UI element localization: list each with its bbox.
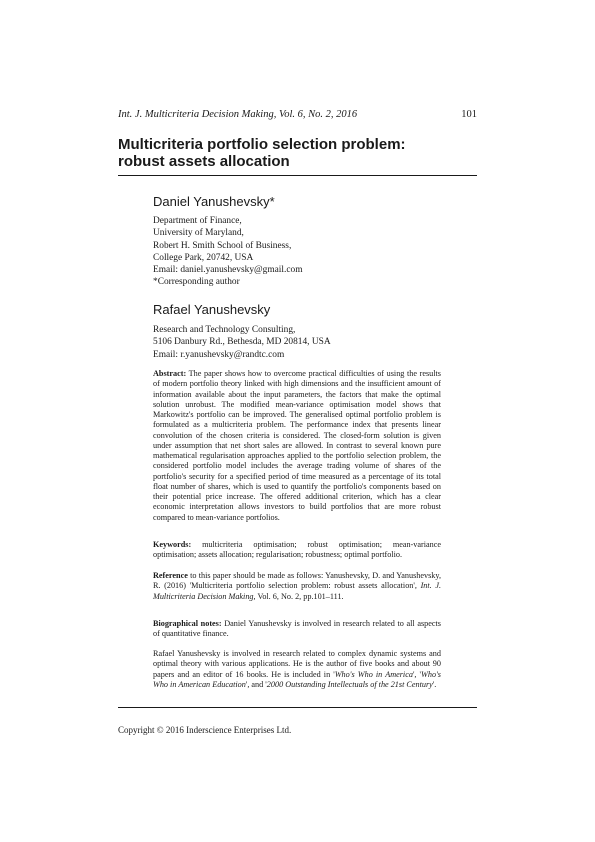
author-affiliation-2 xyxy=(153,324,331,361)
reference xyxy=(153,571,441,602)
reference-volume: , Vol. 6, No. 2, pp.101–111. xyxy=(253,591,344,601)
bio2-end: '. xyxy=(432,679,437,689)
affiliation-line: Research and Technology Consulting, xyxy=(153,325,296,335)
keywords-label: Keywords: xyxy=(153,540,192,549)
reference-label: Reference xyxy=(153,571,188,580)
corresponding-author-note: *Corresponding author xyxy=(153,277,240,288)
biographical-notes-2 xyxy=(153,649,441,690)
author-email: Email: daniel.yanushevsky@gmail.com xyxy=(153,265,303,276)
author-affiliation-1 xyxy=(153,215,303,289)
journal-citation: Int. J. Multicriteria Decision Making, Vol. 6, No. 2, 2016 xyxy=(118,109,358,120)
bio-text: Daniel Yanushevsky is involved in research related to all aspects of quantitative finance. xyxy=(153,619,441,639)
abstract-label: Abstract: xyxy=(153,369,187,378)
affiliation-line: College Park, 20742, USA xyxy=(153,252,254,263)
bio2-separator: ', ' xyxy=(412,669,422,679)
abstract-text: The paper shows how to overcome practical difficulties of using the results of modern portfolio theory linked with high dimensions and the insufficient amount of information available about the input parameters, the factors that make the optimal solution unrobust. The modified mean-variance optimisation model shows that Markowitz's portfolio can be improved. The generalised optimal portfolio problem is formulated as a multicriteria problem. The performance index that presents linear convolution of the chosen criteria is considered. The closed-form solution is given under assumption that net short sales are allowed. In contrast to several known pure mathematical regularisation approaches applied to the portfolio selection problem, the considered portfolio model includes the average trading volume of shares of the portfolio's security for a specified period of time measured as a percentage of its total float number of shares, which is used to quantify the portfolio's components based on their potential price increase. The offered additional criterion, which has a clear economic interpretation allows investors to build portfolios that are more robust compared to mean-variance portfolios. xyxy=(153,369,441,522)
footer-rule xyxy=(118,707,477,708)
author-email: Email: r.yanushevsky@randtc.com xyxy=(153,349,285,360)
page-number: 101 xyxy=(461,109,477,120)
bio-label: Biographical notes: xyxy=(153,619,222,628)
bio2-title-3: 2000 Outstanding Intellectuals of the 21st Century xyxy=(266,679,433,689)
affiliation-line: Robert H. Smith School of Business, xyxy=(153,240,292,251)
biographical-notes xyxy=(153,619,441,640)
abstract xyxy=(153,369,441,523)
paper-title xyxy=(118,136,478,170)
affiliation-line: 5106 Danbury Rd., Bethesda, MD 20814, USA xyxy=(153,337,331,348)
affiliation-line: University of Maryland, xyxy=(153,228,244,239)
bio2-text: Rafael Yanushevsky is involved in research related to complex dynamic systems and optimal theory with various applications. He is the author of five books and about 90 papers and an editor of 16 books. He is included in ' xyxy=(153,649,441,679)
keywords-text: multicriteria optimisation; robust optimisation; mean-variance optimisation; assets allocation; regularisation; robustness; optimal portfolio. xyxy=(153,540,442,560)
keywords xyxy=(153,540,441,561)
bio2-title-1: Who's Who in America xyxy=(334,669,413,679)
running-header xyxy=(118,109,477,120)
author-name-2: Rafael Yanushevsky xyxy=(153,302,271,317)
author-name-1: Daniel Yanushevsky* xyxy=(153,194,275,209)
reference-text: to this paper should be made as follows: Yanushevsky, D. and Yanushevsky, R. (2016) 'Multicriteria portfolio selection problem: robust assets allocation', xyxy=(153,571,442,591)
bio2-separator: ', and ' xyxy=(245,679,267,689)
reference-journal: Int. J. Multicriteria Decision Making xyxy=(153,581,442,601)
title-line-1: Multicriteria portfolio selection problem: xyxy=(118,136,406,153)
bio2-title-2: Who's Who in American Education xyxy=(153,669,441,689)
title-rule xyxy=(118,175,477,176)
copyright-notice: Copyright © 2016 Inderscience Enterprises Ltd. xyxy=(118,725,292,735)
title-line-2: robust assets allocation xyxy=(118,153,290,170)
affiliation-line: Department of Finance, xyxy=(153,216,242,226)
